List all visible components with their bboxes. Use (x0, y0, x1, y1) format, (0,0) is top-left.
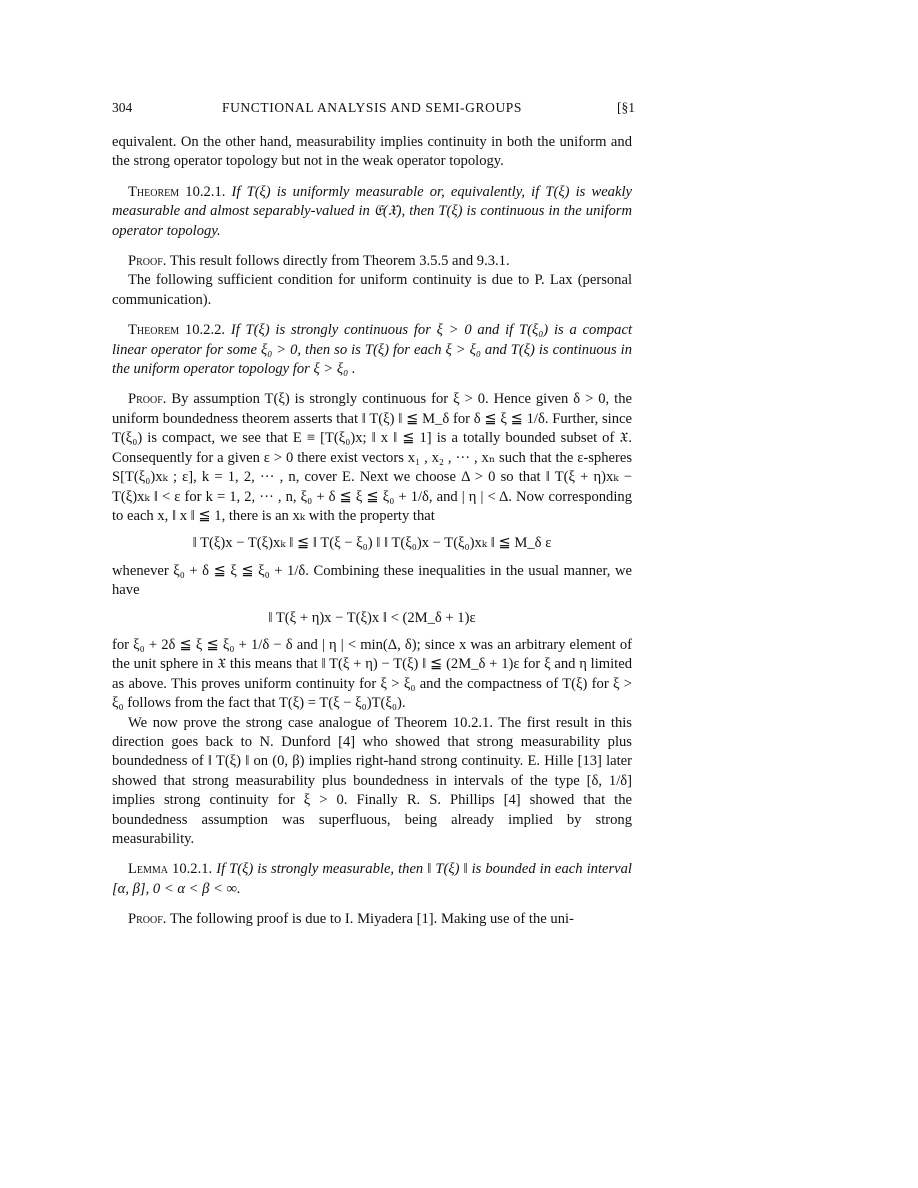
paragraph: equivalent. On the other hand, measurability implies continuity in both the uniform and the strong operator topology but not in the weak operator topology. (112, 134, 632, 170)
lemma-10-2-1 (112, 860, 632, 899)
proof-paragraph (112, 910, 632, 929)
theorem-10-2-1 (112, 183, 632, 241)
page-number: 304 (112, 100, 133, 115)
lemma-number: 10.2.1. (168, 861, 217, 878)
theorem-10-2-2 (112, 321, 632, 379)
theorem-statement: If T(ξ) is uniformly measurable or, equivalently, if T(ξ) is weakly measurable and almost separably-valued in 𝔈(𝔛), then T(ξ) is continuous in the uniform operator topology. (112, 183, 632, 239)
proof-label: Proof (128, 253, 163, 270)
paragraph: We now prove the strong case analogue of Theorem 10.2.1. The first result in this direction goes back to N. Dunford [4] who showed that strong measurability plus boundedness of ‖ T(ξ) ‖ on (0, β) implies right-hand strong continuity. E. Hille [13] later showed that strong measurability plus boundedness in intervals of the type [δ, 1/δ] implies strong continuity for ξ > 0. Finally R. S. Phillips [4] showed that the boundedness assumption was superfluous, being already implied by strong measurability. (112, 714, 632, 847)
proof-label: Proof (128, 911, 163, 928)
section-marker: [§1 (617, 100, 635, 115)
proof-text: . The following proof is due to I. Miyadera [1]. Making use of the uni- (162, 911, 574, 928)
theorem-label: Theorem (128, 183, 180, 200)
lemma-statement: If T(ξ) is strongly measurable, then ‖ T(ξ) ‖ is bounded in each interval [α, β], 0 < α < β < ∞. (112, 861, 632, 897)
body-text (112, 133, 632, 930)
proof-text: . By assumption T(ξ) is strongly continuous for ξ > 0. Hence given δ > 0, the uniform boundedness theorem asserts that ‖ T(ξ) ‖ ≦ M_δ for δ ≦ ξ ≦ 1/δ. Further, since T(ξ₀) is compact, we see that E ≡ [T(ξ₀)x; ‖ x ‖ ≦ 1] is a totally bounded subset of 𝔛. Consequently for a given ε > 0 there exist vectors x₁ , x₂ , ··· , xₙ such that the ε-spheres S[T(ξ₀)xₖ ; ε], k = 1, 2, ··· , n, cover E. Next we choose Δ > 0 so that ‖ T(ξ + η)xₖ − T(ξ)xₖ ‖ < ε for k = 1, 2, ··· , n, ξ₀ + δ ≦ ξ ≦ ξ₀ + 1/δ, and | η | < Δ. Now corresponding to each x, ‖ x ‖ ≦ 1, there is an xₖ with the property that (112, 391, 632, 524)
proof-paragraph (112, 390, 632, 526)
proof-label: Proof (128, 391, 163, 408)
theorem-number: 10.2.2. (179, 322, 231, 339)
running-title: FUNCTIONAL ANALYSIS AND SEMI-GROUPS (221, 100, 523, 115)
running-header (112, 100, 635, 120)
paragraph: The following sufficient condition for uniform continuity is due to P. Lax (personal communication). (112, 272, 632, 308)
proof-text: . This result follows directly from Theorem 3.5.5 and 9.3.1. (162, 253, 510, 270)
display-equation: ‖ T(ξ)x − T(ξ)xₖ ‖ ≦ ‖ T(ξ − ξ₀) ‖ ‖ T(ξ₀)x − T(ξ₀)xₖ ‖ ≦ M_δ ε (192, 535, 552, 552)
paragraph: for ξ₀ + 2δ ≦ ξ ≦ ξ₀ + 1/δ − δ and | η | < min(Δ, δ); since x was an arbitrary element of the unit sphere in 𝔛 this means that ‖ T(ξ + η) − T(ξ) ‖ ≦ (2M_δ + 1)ε for ξ and η limited as above. This proves uniform continuity for ξ > ξ₀ and the compactness of T(ξ) for ξ > ξ₀ follows from the fact that T(ξ) = T(ξ − ξ₀)T(ξ₀). (112, 636, 632, 712)
paragraph: whenever ξ₀ + δ ≦ ξ ≦ ξ₀ + 1/δ. Combining these inequalities in the usual manner, we have (112, 562, 632, 599)
display-equation: ‖ T(ξ + η)x − T(ξ)x ‖ < (2M_δ + 1)ε (268, 609, 476, 626)
theorem-label: Theorem (128, 322, 180, 339)
theorem-number: 10.2.1. (179, 183, 232, 200)
proof-paragraph (112, 252, 632, 271)
theorem-statement: If T(ξ) is strongly continuous for ξ > 0 and if T(ξ₀) is a compact linear operator for some ξ₀ > 0, then so is T(ξ) for each ξ > ξ₀ and T(ξ) is continuous in the uniform operator topology for ξ > ξ₀ . (112, 322, 632, 378)
lemma-label: Lemma (128, 861, 169, 878)
